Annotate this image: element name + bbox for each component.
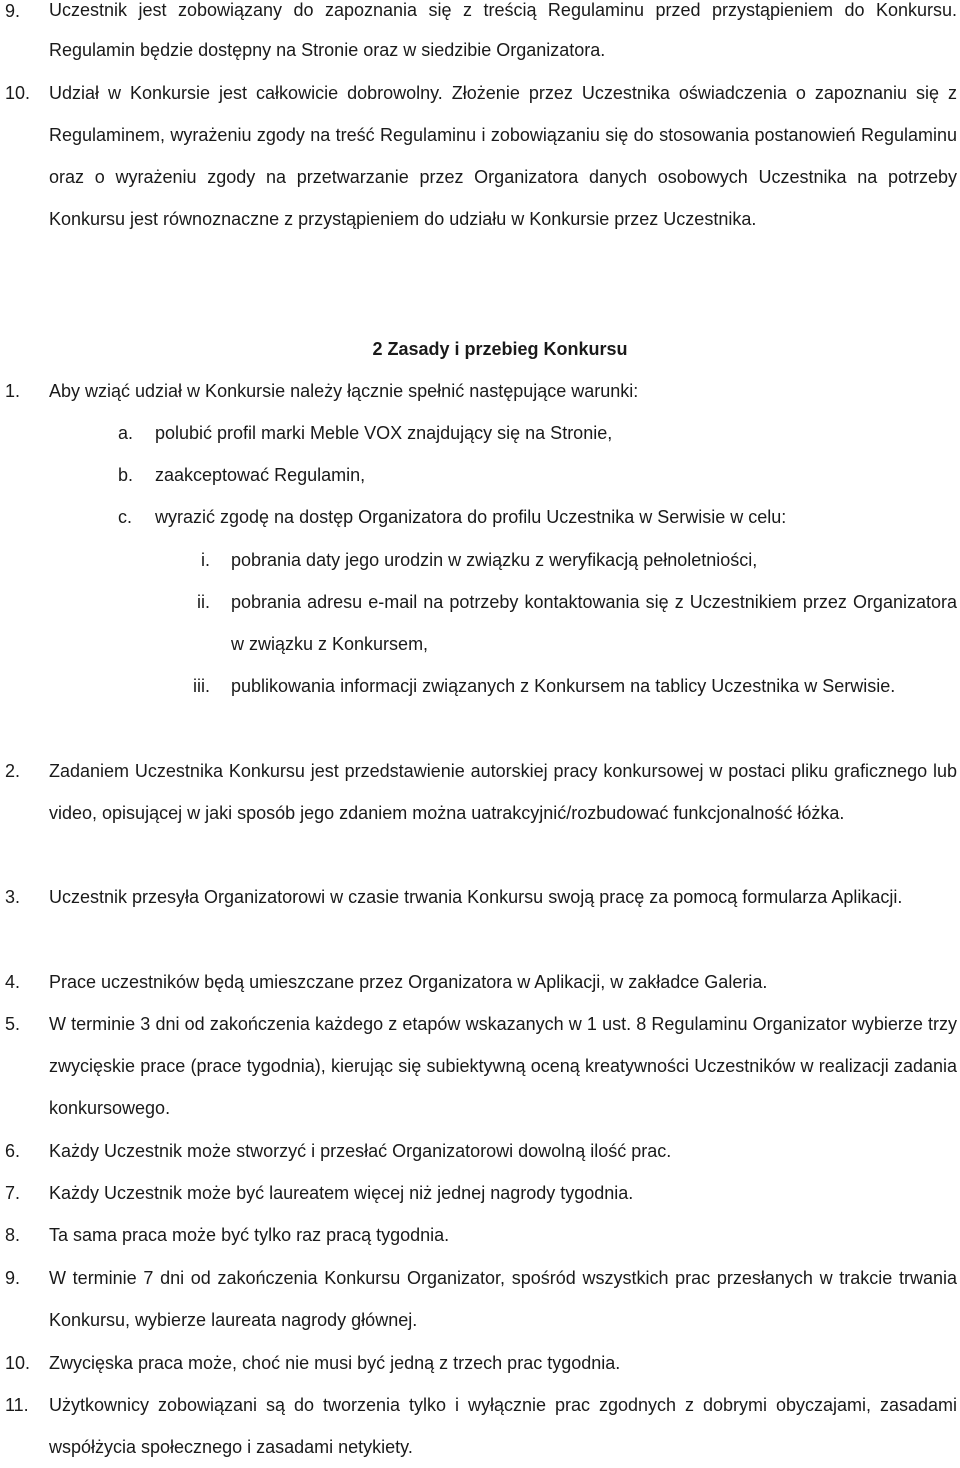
item-number: 3.: [5, 887, 21, 907]
item-text: pobrania daty jego urodzin w związku z weryfikacją pełnoletniości,: [231, 550, 758, 570]
item-number: 8.: [5, 1225, 21, 1245]
item-text: Prace uczestników będą umieszczane przez Organizatora w Aplikacji, w zakładce Galeria.: [49, 972, 768, 992]
item-text: pobrania adresu e-mail na potrzeby kontaktowania się z Uczestnikiem przez Organizatora w związku z Konkursem,: [231, 592, 957, 654]
item-text: Uczestnik jest zobowiązany do zapoznania się z treścią Regulaminu przed przystąpieniem do Konkursu. Regulamin będzie dostępny na Stronie oraz w siedzibie Organizatora.: [49, 0, 957, 60]
item-letter: a.: [118, 423, 134, 443]
item-text: Każdy Uczestnik może być laureatem więcej niż jednej nagrody tygodnia.: [49, 1183, 634, 1203]
item-number: 10.: [5, 1353, 31, 1373]
item-text: W terminie 7 dni od zakończenia Konkursu Organizator, spośród wszystkich prac przesłanych w trakcie trwania Konkursu, wybierze laureata nagrody głównej.: [49, 1268, 957, 1330]
item-text: Aby wziąć udział w Konkursie należy łącznie spełnić następujące warunki:: [49, 381, 639, 401]
item-number: 1.: [5, 381, 21, 401]
item-number: 4.: [5, 972, 21, 992]
item-roman: i.: [201, 550, 210, 570]
item-roman: ii.: [197, 592, 210, 612]
item-text: Zwycięska praca może, choć nie musi być jedną z trzech prac tygodnia.: [49, 1353, 621, 1373]
item-number: 6.: [5, 1141, 21, 1161]
item-number: 7.: [5, 1183, 21, 1203]
item-letter: c.: [118, 507, 133, 527]
item-number: 9.: [5, 1, 21, 21]
item-text: Użytkownicy zobowiązani są do tworzenia tylko i wyłącznie prac zgodnych z dobrymi obyczajami, zasadami współżycia społecznego i zasadami netykiety.: [49, 1395, 957, 1457]
item-text: wyrazić zgodę na dostęp Organizatora do profilu Uczestnika w Serwisie w celu:: [155, 507, 787, 527]
item-text: zaakceptować Regulamin,: [155, 465, 366, 485]
item-letter: b.: [118, 465, 134, 485]
item-number: 10.: [5, 83, 31, 103]
item-text: Zadaniem Uczestnika Konkursu jest przedstawienie autorskiej pracy konkursowej w postaci pliku graficznego lub video, opisującej w jaki sposób jego zdaniem można uatrakcyjnić/rozbudować funkcjonalność łóżka.: [49, 761, 957, 823]
item-number: 2.: [5, 761, 21, 781]
item-number: 5.: [5, 1014, 21, 1034]
item-text: publikowania informacji związanych z Konkursem na tablicy Uczestnika w Serwisie.: [231, 676, 896, 696]
item-number: 11.: [5, 1395, 29, 1415]
item-text: Ta sama praca może być tylko raz pracą tygodnia.: [49, 1225, 450, 1245]
item-text: Udział w Konkursie jest całkowicie dobrowolny. Złożenie przez Uczestnika oświadczenia o zapoznaniu się z Regulaminem, wyrażeniu zgody na treść Regulaminu i zobowiązaniu się do stosowania postanowień Regulaminu oraz o wyrażeniu zgody na przetwarzanie przez Organizatora danych osobowych Uczestnika na potrzeby Konkursu jest równoznaczne z przystąpieniem do udziału w Konkursie przez Uczestnika.: [49, 83, 957, 229]
item-text: Każdy Uczestnik może stworzyć i przesłać Organizatorowi dowolną ilość prac.: [49, 1141, 672, 1161]
item-number: 9.: [5, 1268, 21, 1288]
item-text: W terminie 3 dni od zakończenia każdego z etapów wskazanych w 1 ust. 8 Regulaminu Organizator wybierze trzy zwycięskie prace (prace tygodnia), kierując się subiektywną oceną kreatywności Uczestników w realizacji zadania konkursowego.: [49, 1014, 957, 1118]
section-heading: 2 Zasady i przebieg Konkursu: [372, 339, 628, 359]
item-text: Uczestnik przesyła Organizatorowi w czasie trwania Konkursu swoją pracę za pomocą formularza Aplikacji.: [49, 887, 903, 907]
item-roman: iii.: [193, 676, 210, 696]
item-text: polubić profil marki Meble VOX znajdujący się na Stronie,: [155, 423, 613, 443]
